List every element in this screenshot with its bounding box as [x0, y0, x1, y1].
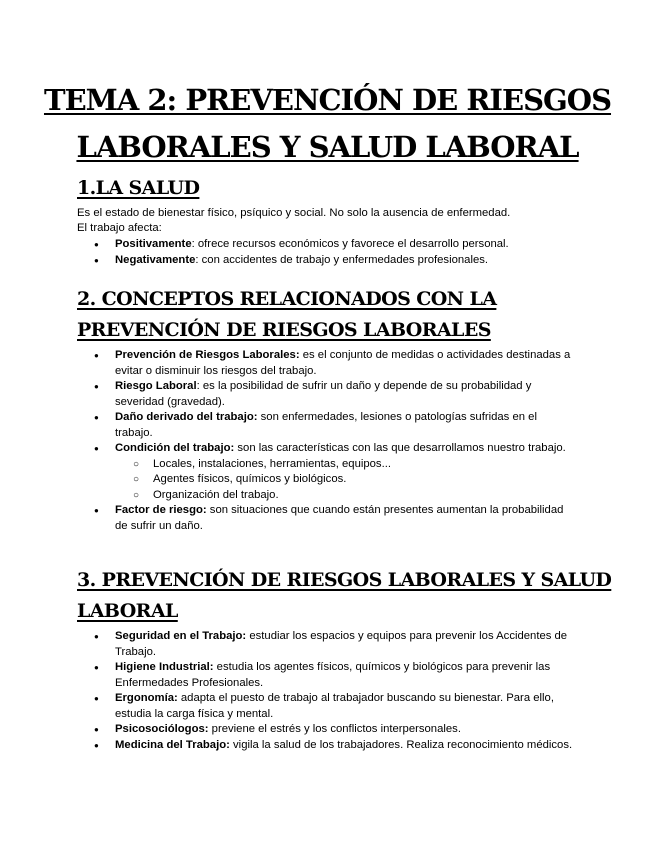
document-title-line2: LABORALES Y SALUD LABORAL [76, 130, 579, 164]
list-item-term: Positivamente [115, 238, 192, 250]
list-item-term: Negativamente [115, 253, 196, 266]
list-item [0, 503, 575, 534]
section1-paragraph-2: El trabajo afecta: [77, 222, 162, 234]
list-item [0, 237, 575, 253]
list-item-text: : es la posibilidad de sufrir un daño y depende de su probabilidad y severidad (gravedad). [115, 380, 532, 408]
list-item-text: previene el estrés y los conflictos interpersonales. [208, 723, 461, 735]
list-item-term: Daño derivado del trabajo: [115, 411, 258, 423]
list-item-term: Riesgo Laboral [115, 380, 197, 392]
list-item [0, 738, 575, 754]
section2-heading-line1: 2. CONCEPTOS RELACIONADOS CON LA [77, 288, 497, 310]
list-item [0, 629, 575, 660]
sublist-item: ○ Organización del trabajo. [115, 488, 575, 504]
list-item-text: vigila la salud de los trabajadores. Realiza reconocimiento médicos. [229, 738, 573, 751]
list-item [0, 691, 575, 722]
list-item [0, 660, 575, 691]
section1-list [0, 237, 575, 268]
list-item-term: Factor de riesgo: [115, 504, 207, 516]
list-item-text: : ofrece recursos económicos y favorece el desarrollo personal. [191, 238, 509, 250]
list-item-term: Higiene Industrial: [115, 661, 214, 673]
section1-heading: 1.LA SALUD [77, 177, 200, 199]
list-item-text: son enfermedades, lesiones o patologías sufridas en el trabajo. [115, 411, 537, 439]
section2-sublist [115, 457, 575, 504]
sublist-item: ○ Agentes físicos, químicos y biológicos. [115, 472, 575, 488]
section1-paragraph-1: Es el estado de bienestar físico, psíquico y social. No solo la ausencia de enfermedad. [77, 207, 511, 219]
list-item-text: : con accidentes de trabajo y enfermedades profesionales. [195, 253, 489, 266]
list-item-term: Psicosociólogos: [115, 723, 209, 735]
section3-heading-line2: LABORAL [77, 600, 178, 622]
list-item-text: adapta el puesto de trabajo al trabajador buscando su bienestar. Para ello, estudia la carga física y mental. [115, 692, 554, 720]
list-item-text: es el conjunto de medidas o actividades destinadas a evitar o disminuir los riesgos del trabajo. [115, 349, 571, 377]
section3-heading-line1: 3. PREVENCIÓN DE RIESGOS LABORALES Y SALUD [77, 569, 612, 591]
list-item-text: son las características con las que desarrollamos nuestro trabajo. [234, 442, 566, 454]
list-item-text: estudiar los espacios y equipos para prevenir los Accidentes de Trabajo. [115, 630, 568, 658]
list-item-term: Medicina del Trabajo: [115, 738, 230, 751]
list-item [0, 410, 575, 441]
list-item-term: Prevención de Riesgos Laborales: [115, 349, 300, 361]
document-title-line1: TEMA 2: PREVENCIÓN DE RIESGOS [43, 83, 612, 117]
list-item-term: Condición del trabajo: [115, 442, 235, 454]
list-item [0, 379, 575, 410]
list-item [0, 441, 575, 503]
list-item-text: son situaciones que cuando están presentes aumentan la probabilidad de sufrir un daño. [115, 504, 564, 532]
sublist-item: ○ Locales, instalaciones, herramientas, equipos... [115, 457, 575, 473]
section2-heading-line2: PREVENCIÓN DE RIESGOS LABORALES [77, 319, 491, 341]
section3-list [0, 629, 575, 753]
list-item [0, 253, 575, 269]
section2-list [0, 348, 575, 534]
list-item [0, 722, 575, 738]
list-item [0, 348, 575, 379]
list-item-term: Ergonomía: [115, 692, 178, 704]
list-item-text: estudia los agentes físicos, químicos y biológicos para prevenir las Enfermedades Profesionales. [115, 661, 551, 689]
list-item-term: Seguridad en el Trabajo: [115, 630, 247, 642]
